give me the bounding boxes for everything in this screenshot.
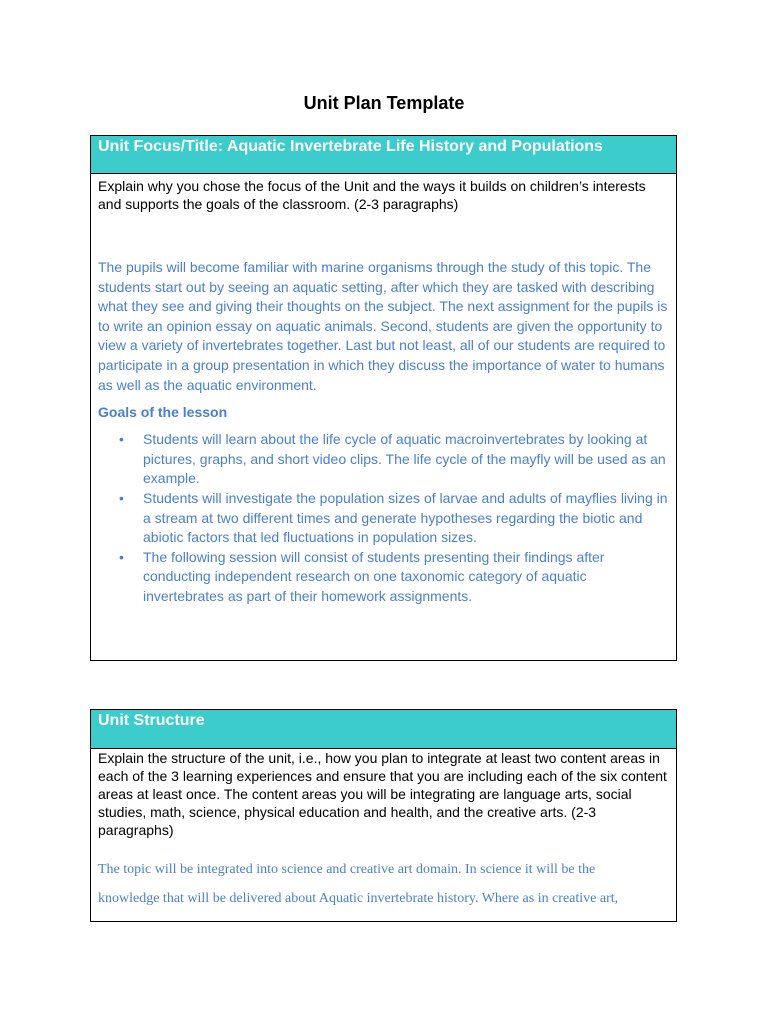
unit-structure-body xyxy=(91,749,676,908)
goal-item: • Students will learn about the life cycle of aquatic macroinvertebrates by looking at pictures, graphs, and short video clips. The life cycle of the mayfly will be used as an example. xyxy=(143,430,669,489)
unit-focus-prompt: Explain why you chose the focus of the Unit and the ways it builds on children’s interests and supports the goals of the classroom. (2-3 paragraphs) xyxy=(98,178,646,212)
unit-focus-table xyxy=(90,135,677,661)
unit-focus-body xyxy=(91,174,676,607)
unit-structure-prompt: Explain the structure of the unit, i.e., how you plan to integrate at least two content areas in each of the 3 learning experiences and ensure that you are including each of the six content areas at least once. The content areas you will be integrating are language arts, social studies, math, science, physical education and health, and the creative arts. (2-3 paragraphs) xyxy=(98,750,667,838)
unit-structure-header: Unit Structure xyxy=(91,710,676,749)
unit-focus-header: Unit Focus/Title: Aquatic Invertebrate Life History and Populations xyxy=(91,136,676,174)
goals-list xyxy=(98,430,669,606)
goal-item: • The following session will consist of students presenting their findings after conducting independent research on one taxonomic category of aquatic invertebrates as part of their homework assignments. xyxy=(143,548,669,607)
unit-structure-table xyxy=(90,709,677,922)
goal-item: • Students will investigate the population sizes of larvae and adults of mayflies living in a stream at two different times and generate hypotheses regarding the biotic and abiotic factors that led fluctuations in population sizes. xyxy=(143,489,669,548)
goals-heading: Goals of the lesson xyxy=(98,404,228,421)
page-title: Unit Plan Template xyxy=(303,93,465,113)
unit-focus-answer: The pupils will become familiar with marine organisms through the study of this topic. The students start out by seeing an aquatic setting, after which they are tasked with describing what they see and giving their thoughts on the subject. The next assignment for the pupils is to write an opinion essay on aquatic animals. Second, students are given the opportunity to view a variety of invertebrates together. Last but not least, all of our students are required to participate in a group presentation in which they discuss the importance of water to humans as well as the aquatic environment. xyxy=(98,259,668,393)
unit-structure-answer-line: knowledge that will be delivered about Aquatic invertebrate history. Where as in creative art, xyxy=(98,891,619,906)
unit-structure-answer-line: The topic will be integrated into science and creative art domain. In science it will be the xyxy=(98,862,596,877)
